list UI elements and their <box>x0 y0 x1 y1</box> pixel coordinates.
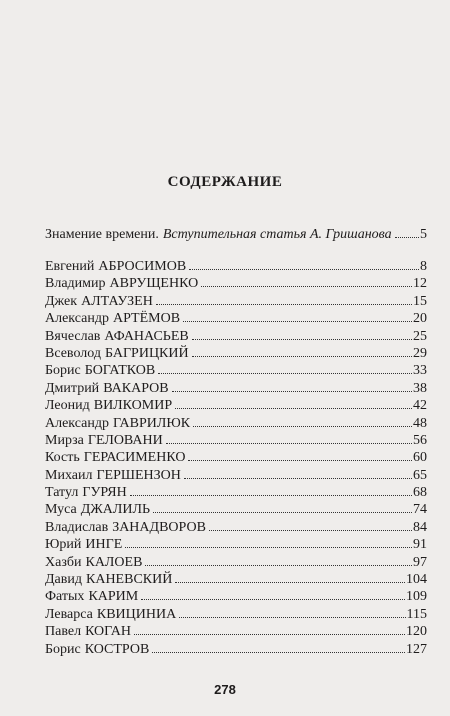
toc-list <box>45 259 427 659</box>
author-first-name: Леонид <box>45 398 90 414</box>
toc-entry <box>45 346 427 363</box>
author-surname: КАЛОЕВ <box>85 554 143 570</box>
author-surname: АРТЁМОВ <box>112 311 181 327</box>
toc-entry <box>45 381 427 398</box>
author-first-name: Джек <box>45 293 78 309</box>
dot-leader <box>152 652 405 653</box>
entry-page-number: 12 <box>413 276 427 292</box>
author-first-name: Дмитрий <box>45 380 100 396</box>
author-first-name: Фатых <box>45 589 85 605</box>
entry-page-number: 42 <box>413 398 427 414</box>
toc-entry <box>45 329 427 346</box>
toc-entry <box>45 363 427 380</box>
toc-entry <box>45 398 427 415</box>
entry-page-number: 25 <box>413 328 427 344</box>
dot-leader <box>184 478 412 479</box>
author-surname: АБРОСИМОВ <box>98 259 187 274</box>
entry-page-number: 97 <box>413 554 427 570</box>
author-first-name: Хазби <box>45 554 82 570</box>
author-first-name: Юрий <box>45 537 82 553</box>
author-surname: КОСТРОВ <box>84 641 150 657</box>
entry-page-number: 29 <box>413 345 427 361</box>
contents-heading: СОДЕРЖАНИЕ <box>167 174 283 190</box>
author-surname: ИНГЕ <box>85 537 123 553</box>
entry-page-number: 120 <box>406 624 427 640</box>
author-surname: ГАВРИЛЮК <box>112 415 191 431</box>
dot-leader <box>183 321 412 322</box>
author-surname: ГЕЛОВАНИ <box>87 432 163 448</box>
author-first-name: Александр <box>45 311 109 327</box>
dot-leader <box>192 356 412 357</box>
author-first-name: Татул <box>45 485 79 501</box>
intro-title: Знамение времени. <box>45 227 159 242</box>
toc-entry <box>45 433 427 450</box>
author-first-name: Кость <box>45 450 80 466</box>
entry-page-number: 65 <box>413 467 427 483</box>
author-surname: КАНЕВСКИЙ <box>86 572 173 588</box>
dot-leader <box>141 599 405 600</box>
dot-leader <box>175 582 405 583</box>
dot-leader <box>395 237 419 238</box>
author-surname: ЗАНАДВОРОВ <box>112 519 206 535</box>
entry-page-number: 115 <box>406 606 427 622</box>
entry-page-number: 91 <box>413 537 427 553</box>
author-first-name: Мирза <box>45 432 84 448</box>
author-first-name: Евгений <box>45 259 95 274</box>
intro-subtitle: Вступительная статья А. Гришанова <box>162 227 392 242</box>
intro-entry <box>45 227 427 243</box>
entry-page-number: 68 <box>413 485 427 501</box>
author-surname: КВИЦИНИА <box>96 606 177 622</box>
author-first-name: Владимир <box>45 276 106 292</box>
dot-leader <box>188 460 412 461</box>
author-first-name: Давид <box>45 572 82 588</box>
toc-entry <box>45 502 427 519</box>
dot-leader <box>145 565 412 566</box>
author-first-name: Муса <box>45 502 77 518</box>
entry-page-number: 56 <box>413 432 427 448</box>
dot-leader <box>125 547 412 548</box>
toc-entry <box>45 468 427 485</box>
dot-leader <box>179 617 405 618</box>
dot-leader <box>153 512 412 513</box>
toc-entry <box>45 572 427 589</box>
dot-leader <box>134 634 405 635</box>
entry-page-number: 74 <box>413 502 427 518</box>
dot-leader <box>193 426 412 427</box>
entry-page-number: 127 <box>406 641 427 657</box>
dot-leader <box>158 373 412 374</box>
author-surname: АЛТАУЗЕН <box>81 293 153 309</box>
author-first-name: Леварса <box>45 606 93 622</box>
author-surname: ГЕРШЕНЗОН <box>96 467 181 483</box>
dot-leader <box>172 391 412 392</box>
entry-page-number: 15 <box>413 293 427 309</box>
toc-entry <box>45 294 427 311</box>
entry-page-number: 48 <box>413 415 427 431</box>
toc-entry <box>45 450 427 467</box>
toc-entry <box>45 485 427 502</box>
entry-page-number: 60 <box>413 450 427 466</box>
toc-entry <box>45 276 427 293</box>
author-surname: АВРУЩЕНКО <box>109 276 199 292</box>
author-first-name: Владислав <box>45 519 109 535</box>
toc-entry <box>45 624 427 641</box>
entry-page-number: 8 <box>420 259 427 274</box>
author-first-name: Борис <box>45 641 81 657</box>
author-first-name: Борис <box>45 363 81 379</box>
toc-entry <box>45 589 427 606</box>
author-surname: ВИЛКОМИР <box>93 398 173 414</box>
dot-leader <box>192 339 412 340</box>
dot-leader <box>209 530 412 531</box>
entry-page-number: 109 <box>406 589 427 605</box>
author-surname: ВАКАРОВ <box>103 380 169 396</box>
author-surname: БАГРИЦКИЙ <box>104 345 189 361</box>
entry-page-number: 33 <box>413 363 427 379</box>
author-first-name: Всеволод <box>45 345 101 361</box>
author-surname: БОГАТКОВ <box>84 363 156 379</box>
author-first-name: Вячеслав <box>45 328 101 344</box>
dot-leader <box>189 269 419 270</box>
author-surname: АФАНАСЬЕВ <box>104 328 189 344</box>
entry-page-number: 84 <box>413 519 427 535</box>
author-surname: ГЕРАСИМЕНКО <box>83 450 186 466</box>
author-surname: ГУРЯН <box>82 485 127 501</box>
dot-leader <box>175 408 412 409</box>
dot-leader <box>130 495 412 496</box>
toc-entry <box>45 520 427 537</box>
dot-leader <box>156 304 412 305</box>
toc-entry <box>45 416 427 433</box>
entry-page-number: 38 <box>413 380 427 396</box>
toc-entry <box>45 537 427 554</box>
toc-entry <box>45 607 427 624</box>
toc-entry <box>45 311 427 328</box>
author-first-name: Александр <box>45 415 109 431</box>
toc-entry <box>45 555 427 572</box>
entry-page-number: 20 <box>413 311 427 327</box>
page-number: 278 <box>214 682 236 697</box>
toc-entry <box>45 259 427 276</box>
entry-page-number: 104 <box>406 572 427 588</box>
author-first-name: Павел <box>45 624 82 640</box>
author-first-name: Михаил <box>45 467 93 483</box>
dot-leader <box>201 286 412 287</box>
intro-page: 5 <box>420 227 427 242</box>
author-surname: КОГАН <box>85 624 131 640</box>
toc-entry <box>45 642 427 659</box>
author-surname: КАРИМ <box>88 589 139 605</box>
author-surname: ДЖАЛИЛЬ <box>80 502 151 518</box>
dot-leader <box>166 443 412 444</box>
